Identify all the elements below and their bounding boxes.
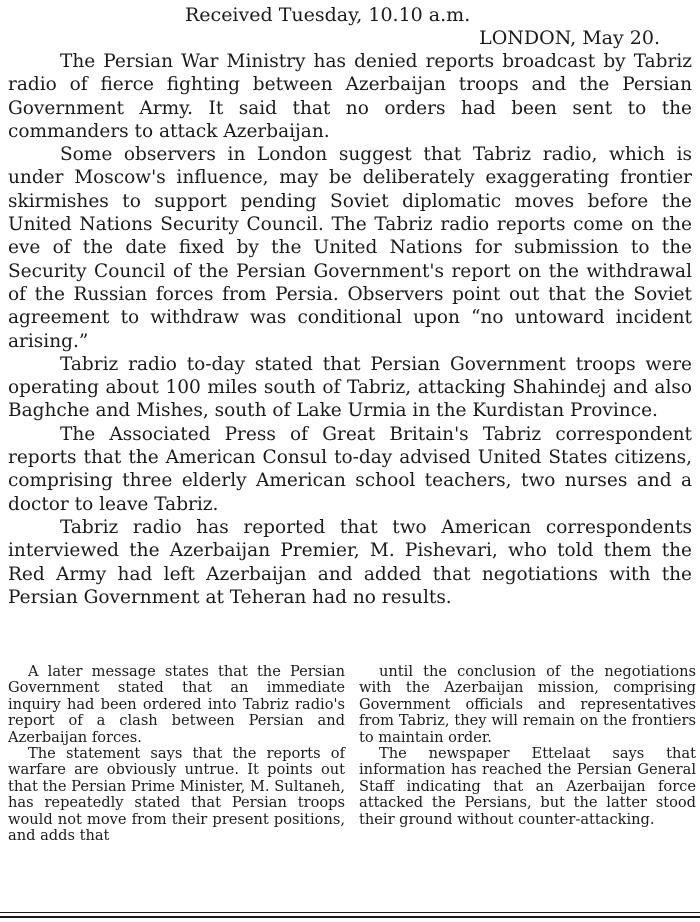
paragraph: A later message states that the Persian Government stated that an immediate inquiry had been ordered into Tabriz radio's report of a clash between Persian and Azerbaijan forces. (8, 663, 345, 746)
main-article-body (8, 50, 692, 609)
two-column-section (8, 664, 696, 844)
bottom-rule (0, 912, 700, 913)
paragraph: The Persian War Ministry has denied reports broadcast by Tabriz radio of fierce fighting between Azerbaijan troops and the Persian Government Army. It said that no orders had been sent to the commanders to attack Azerbaijan. (8, 51, 692, 142)
paragraph: until the conclusion of the negotiations with the Azerbaijan mission, comprising Government officials and representatives from Tabriz, they will remain on the frontiers to maintain order. (359, 663, 696, 746)
paragraph: Tabriz radio has reported that two American correspondents interviewed the Azerbaijan Premier, M. Pishevari, who told them the Red Army had left Azerbaijan and added that negotiations with the Persian Government at Teheran had no results. (8, 516, 692, 608)
paragraph: The newspaper Ettelaat says that information has reached the Persian General Staff indicating that an Azerbaijan force attacked the Persians, but the latter stood their ground without counter-attacking. (359, 745, 696, 828)
paragraph: The statement says that the reports of warfare are obviously untrue. It points out that the Persian Prime Minister, M. Sultaneh, has repeatedly stated that Persian troops would not move from their present positions, and adds that (8, 745, 345, 845)
left-column (8, 664, 345, 844)
received-line: Received Tuesday, 10.10 a.m. (185, 4, 471, 26)
paragraph: The Associated Press of Great Britain's Tabriz correspondent reports that the American Consul to-day advised United States citizens, comprising three elderly American school teachers, two nurses and a doctor to leave Tabriz. (8, 423, 692, 515)
paragraph: Tabriz radio to-day stated that Persian Government troops were operating about 100 miles south of Tabriz, attacking Shahindej and also Baghche and Mishes, south of Lake Urmia in the Kurdistan Province. (8, 353, 692, 422)
dateline: LONDON, May 20. (479, 27, 660, 49)
bottom-rule-thick (0, 916, 700, 918)
paragraph: Some observers in London suggest that Tabriz radio, which is under Moscow's influence, may be deliberately exaggerating frontier skirmishes to support pending Soviet diplomatic moves before the United Nations Security Council. The Tabriz radio reports come on the eve of the date fixed by the United Nations for submission to the Security Council of the Persian Government's report on the withdrawal of the Russian forces from Persia. Observers point out that the Soviet agreement to withdraw was conditional upon “no untoward incident arising.” (8, 144, 692, 352)
right-column (359, 664, 696, 844)
